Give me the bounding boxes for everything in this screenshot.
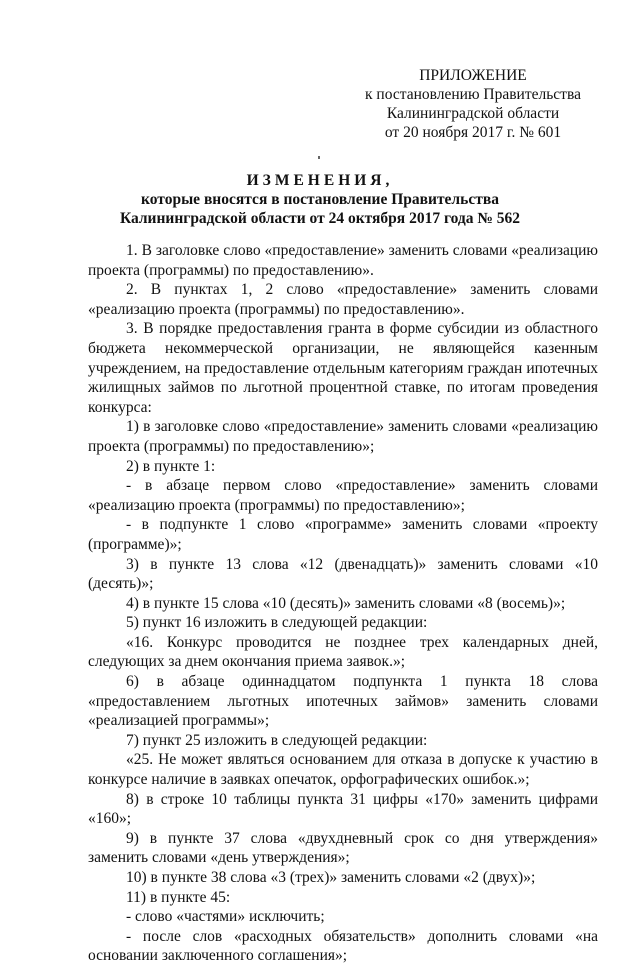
paragraph: 6) в абзаце одиннадцатом подпункта 1 пункта 18 слова «предоставлением льготных ипотечных займов» заменить словами «реализацией программы»; [88, 673, 598, 730]
paragraph: 7) пункт 25 изложить в следующей редакции: [126, 731, 428, 749]
paragraph: - в подпункте 1 слово «программе» заменить словами «проекту (программе)»; [88, 516, 598, 553]
scan-mark [318, 156, 320, 159]
paragraph: 5) пункт 16 изложить в следующей редакции: [126, 614, 428, 632]
document-heading [60, 171, 580, 228]
heading-title: ИЗМЕНЕНИЯ, [246, 172, 394, 189]
paragraph: 4) в пункте 15 слова «10 (десять)» заменить словами «8 (восемь)»; [126, 594, 566, 612]
paragraph: - в абзаце первом слово «предоставление» заменить словами «реализацию проекта (программы) по предоставлению»; [88, 477, 598, 514]
paragraph: 3) в пункте 13 слова «12 (двенадцать)» заменить словами «10 (десять)»; [88, 555, 598, 593]
paragraph: «25. Не может являться основанием для отказа в допуске к участию в конкурсе наличие в заявках опечаток, орфографических ошибок.»; [88, 751, 598, 789]
heading-line-2: Калининградской области от 24 октября 2017 года № 562 [119, 210, 521, 227]
heading-line-1: которые вносятся в постановление Правительства [141, 191, 499, 208]
paragraph: 8) в строке 10 таблицы пункта 31 цифры «170» заменить цифрами «160»; [88, 790, 598, 828]
paragraph: - слово «частями» исключить; [126, 908, 325, 926]
paragraph: 2. В пунктах 1, 2 слово «предоставление» заменить словами «реализацию проекта (программы) по предоставлению». [88, 281, 598, 318]
paragraph: 3. В порядке предоставления гранта в форме субсидии из областного бюджета некоммерческой организации, не являющейся казенным учреждением, на предоставление отдельным категориям граждан ипотечных жилищных займов по льготной процентной ставке, по итогам проведения конкурса: [88, 320, 598, 416]
paragraph: - после слов «расходных обязательств» дополнить словами «на основании заключенного соглашения»; [88, 927, 598, 965]
appendix-line-3: от 20 ноября 2017 г. № 601 [384, 124, 562, 141]
paragraph: 9) в пункте 37 слова «двухдневный срок со дня утверждения» заменить словами «день утверждения»; [88, 829, 598, 867]
paragraph: «16. Конкурс проводится не позднее трех календарных дней, следующих за днем окончания приема заявок.»; [88, 633, 598, 671]
appendix-block [348, 66, 598, 142]
document-body [88, 241, 598, 966]
appendix-title: ПРИЛОЖЕНИЕ [419, 67, 527, 84]
appendix-line-2: Калининградской области [386, 105, 560, 122]
paragraph: 1. В заголовке слово «предоставление» заменить словами «реализацию проекта (программы) по предоставлению». [88, 242, 598, 279]
appendix-line-1: к постановлению Правительства [365, 86, 581, 103]
paragraph: 10) в пункте 38 слова «3 (трех)» заменить словами «2 (двух)»; [126, 869, 536, 886]
paragraph: 11) в пункте 45: [126, 888, 231, 906]
paragraph: 1) в заголовке слово «предоставление» заменить словами «реализацию проекта (программы) по предоставлению»; [88, 418, 598, 455]
paragraph: 2) в пункте 1: [126, 457, 216, 475]
